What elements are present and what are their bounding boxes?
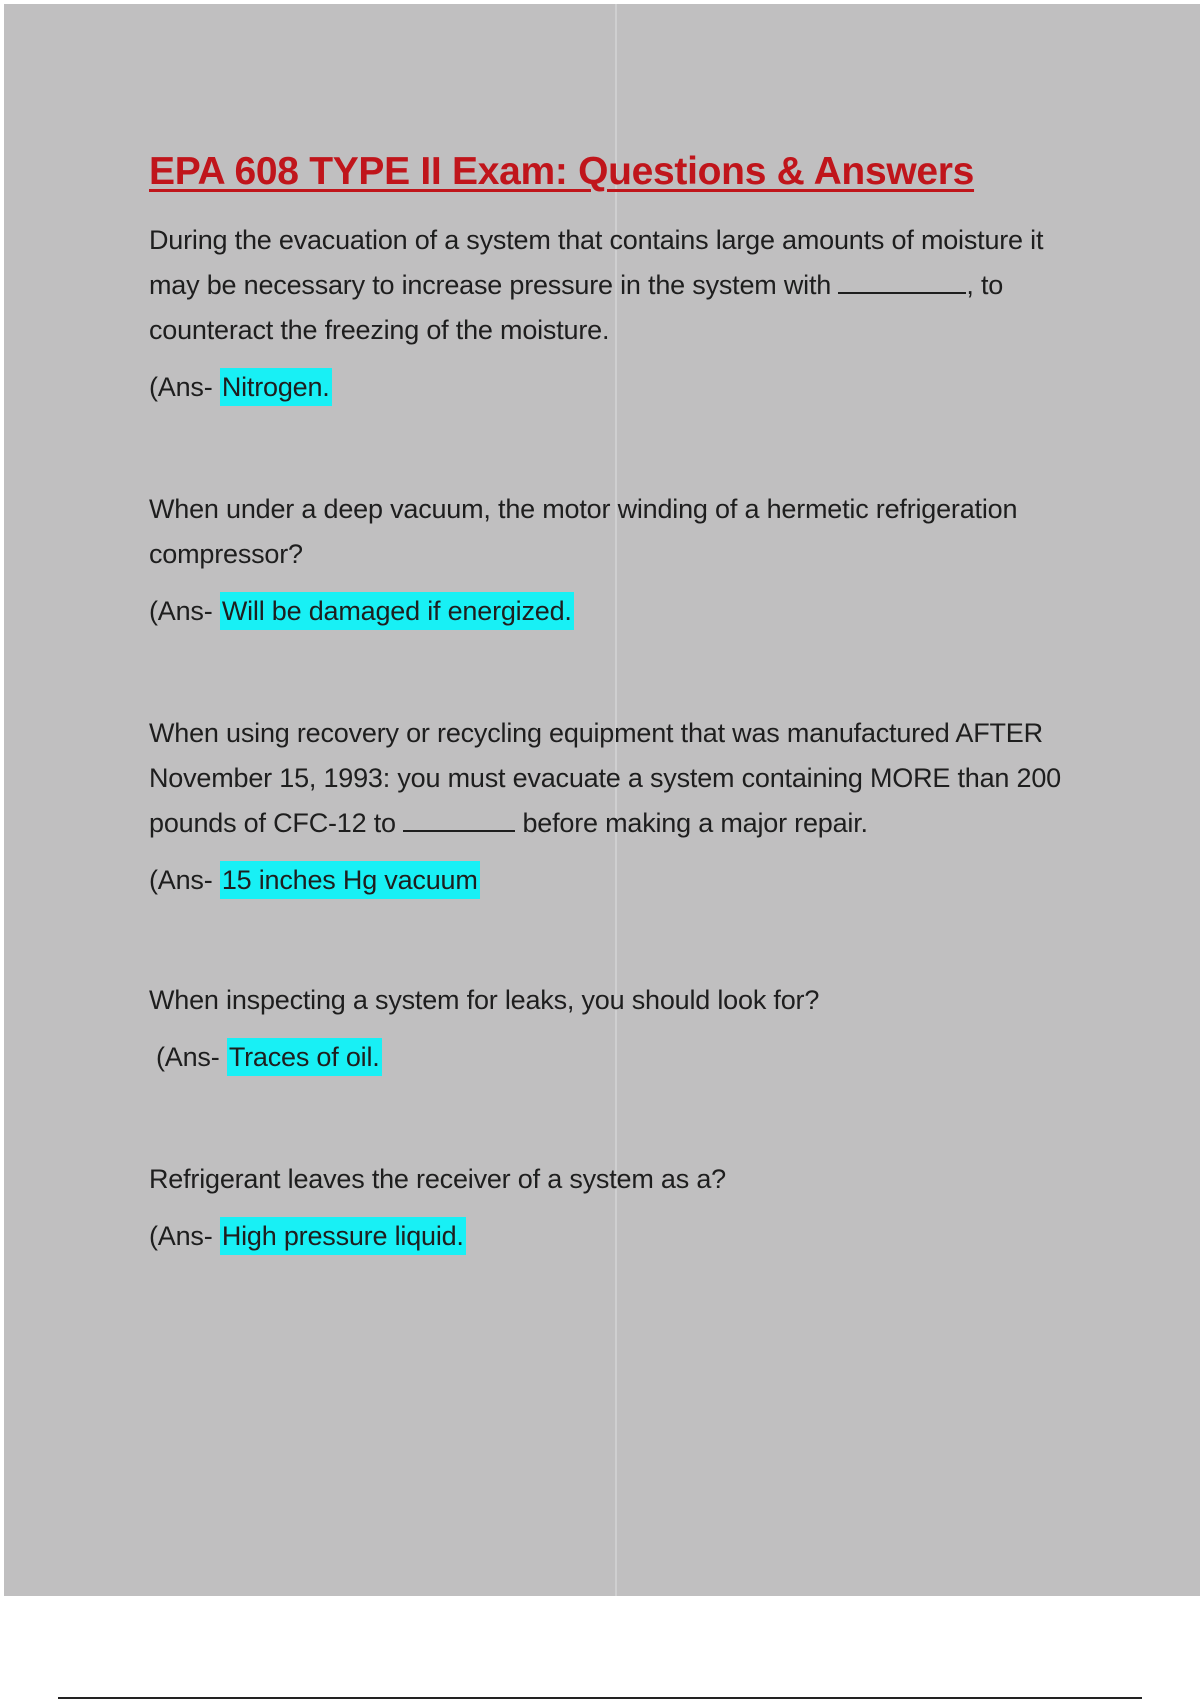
question-1-part-2: , to counteract the freezing of the moisture. — [149, 270, 1004, 345]
answer-4 — [149, 1037, 1069, 1077]
qa-item-3 — [149, 711, 1069, 900]
question-2: When under a deep vacuum, the motor winding of a hermetic refrigeration compressor? — [149, 494, 1018, 569]
qa-item-4 — [149, 978, 1069, 1077]
answer-3-highlight: 15 inches Hg vacuum — [220, 861, 480, 899]
answer-1-prefix: (Ans- — [149, 372, 220, 402]
question-1 — [149, 218, 1069, 353]
question-3-part-1: When using recovery or recycling equipment that was manufactured AFTER November 15, 1993: you must evacuate a system containing MORE than 200 pounds of CFC-12 to — [149, 718, 1062, 838]
question-4: When inspecting a system for leaks, you should look for? — [149, 985, 820, 1015]
answer-2 — [149, 591, 1069, 631]
question-3 — [149, 711, 1069, 846]
answer-4-prefix: (Ans- — [156, 1042, 227, 1072]
answer-1 — [149, 367, 1069, 407]
question-5: Refrigerant leaves the receiver of a system as a? — [149, 1164, 726, 1194]
document-title: EPA 608 TYPE II Exam: Questions & Answers — [149, 150, 975, 193]
answer-2-prefix: (Ans- — [149, 596, 220, 626]
qa-item-2 — [149, 487, 1069, 631]
answer-5-prefix: (Ans- — [149, 1221, 220, 1251]
question-3-part-2: before making a major repair. — [515, 808, 868, 838]
answer-5-highlight: High pressure liquid. — [220, 1217, 466, 1255]
answer-3 — [149, 860, 1069, 900]
answer-1-highlight: Nitrogen. — [220, 368, 332, 406]
question-3-blank — [403, 804, 515, 832]
qa-item-1 — [149, 218, 1069, 407]
answer-5 — [149, 1216, 1069, 1256]
document-content — [149, 150, 1069, 1256]
question-1-part-1: During the evacuation of a system that contains large amounts of moisture it may be necessary to increase pressure in the system with — [149, 225, 1044, 300]
answer-2-highlight: Will be damaged if energized. — [220, 592, 574, 630]
answer-4-highlight: Traces of oil. — [227, 1038, 382, 1076]
footer-rule — [58, 1697, 1142, 1699]
question-1-blank — [838, 266, 966, 294]
answer-3-prefix: (Ans- — [149, 865, 220, 895]
qa-item-5 — [149, 1157, 1069, 1256]
